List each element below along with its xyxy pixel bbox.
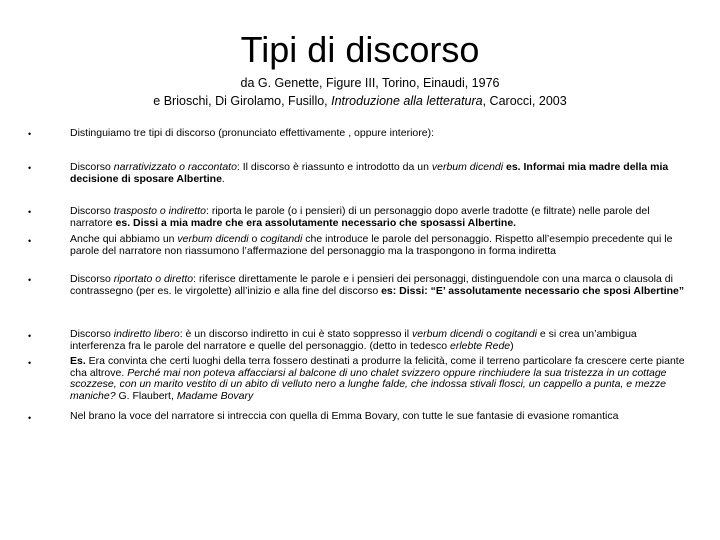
- term-verbum-dicendi: verbum dicendi: [412, 328, 484, 340]
- text-run: o: [248, 233, 261, 245]
- paragraph-indiretto-libero: [70, 329, 685, 352]
- term-cogitandi: cogitandi: [494, 328, 537, 340]
- bullet-marker: •: [28, 331, 32, 341]
- paragraph-intro: Distinguiamo tre tipi di discorso (pronunciato effettivamente , oppure interiore):: [70, 127, 434, 139]
- term-narrativizzato: narrativizzato o raccontato: [113, 161, 237, 173]
- slide-title: Tipi di discorso: [240, 29, 480, 70]
- text-run: Discorso: [70, 205, 114, 217]
- term-verbum-dicendi: verbum dicendi: [177, 233, 249, 245]
- term-diretto: riportato o diretto: [113, 273, 194, 285]
- term-verbum-dicendi: verbum dicendi: [431, 161, 504, 173]
- text-run: o: [483, 328, 495, 340]
- text-run: : Il discorso è riassunto e introdotto da un: [236, 161, 432, 173]
- paragraph-narrativizzato: [70, 162, 685, 185]
- subtitle-source-1: da G. Genette, Figure III, Torino, Einaudi, 1976: [240, 76, 500, 90]
- example-label: Es.: [70, 355, 86, 367]
- text-run: Discorso: [70, 328, 114, 340]
- quote-text: Perché mai non poteva affacciarsi al balcone di uno chalet svizzero oppure rinchiudere la sua tristezza in un cottage scozzese, con un marito vestito di un abito di velluto nero a lunghe falde, che indossa stivali flosci, un cappello a punta, e mezze maniche?: [70, 366, 667, 402]
- term-cogitandi: cogitandi: [260, 233, 303, 245]
- paragraph-verbum-note: [70, 234, 685, 257]
- text-run: : è un discorso indiretto in cui è stato soppresso il: [179, 328, 413, 340]
- term-indiretto-libero: indiretto libero: [113, 328, 180, 340]
- subtitle-book-title: Introduzione alla letteratura: [331, 94, 483, 108]
- text-run: Anche qui abbiamo un: [70, 233, 178, 245]
- text-run: : riferisce direttamente le parole e i pensieri dei personaggi, distinguendole con una marca o clausola di contrassegno (per es. le virgolette) all’inizio e alla fine del discorso: [70, 273, 673, 297]
- bullet-marker: •: [28, 413, 32, 423]
- bullet-marker: •: [28, 236, 32, 246]
- text-run: Discorso: [70, 273, 114, 285]
- example-text: es. Dissi a mia madre che era assolutamente necessario che sposassi Albertine.: [115, 216, 517, 229]
- text-run: G. Flaubert,: [115, 389, 177, 402]
- paragraph-diretto: [70, 274, 685, 297]
- paragraph-conclusion: Nel brano la voce del narratore si intreccia con quella di Emma Bovary, con tutte le sue fantasie di evasione romantica: [70, 410, 619, 422]
- term-erlebte-rede: erlebte Rede: [450, 339, 511, 352]
- text-run: Discorso: [70, 161, 114, 173]
- subtitle-publisher: , Carocci, 2003: [482, 94, 567, 108]
- bullet-marker: •: [28, 358, 32, 368]
- bullet-marker: •: [28, 275, 32, 285]
- book-title: Madame Bovary: [176, 389, 254, 402]
- text-run: .: [221, 172, 225, 185]
- subtitle-authors: e Brioschi, Di Girolamo, Fusillo,: [153, 94, 332, 108]
- bullet-marker: •: [28, 163, 32, 173]
- paragraph-trasposto: [70, 206, 685, 229]
- text-run: ): [510, 339, 514, 352]
- example-text: es: Dissi: “E’ assolutamente necessario che sposi Albertine”: [381, 284, 685, 297]
- subtitle-source-2: [0, 93, 720, 109]
- bullet-marker: •: [28, 207, 32, 217]
- text-run: e si crea un’ambigua interferenza fra le parole del narratore e quelle del personaggio. (detto in tedesco: [70, 328, 637, 352]
- text-run: che introduce le parole del personaggio. Rispetto all’esempio precedente qui le parole del narratore non riassumono l’affermazione del personaggio ma la traspongono in forma indiretta: [70, 233, 673, 257]
- text-run: Era convinta che certi luoghi della terra fossero destinati a produrre la felicità, come il terreno particolare fa crescere certe piante cha altrove.: [70, 355, 685, 379]
- bullet-marker: •: [28, 129, 32, 139]
- paragraph-example-bovary: [70, 356, 685, 402]
- term-trasposto: trasposto o indiretto: [113, 205, 206, 217]
- example-text: es. Informai mia madre della mia decisione di sposare Albertine: [70, 161, 669, 185]
- text-run: : riporta le parole (o i pensieri) di un personaggio dopo averle tradotte (e filtrate) nelle parole del narratore: [70, 205, 650, 229]
